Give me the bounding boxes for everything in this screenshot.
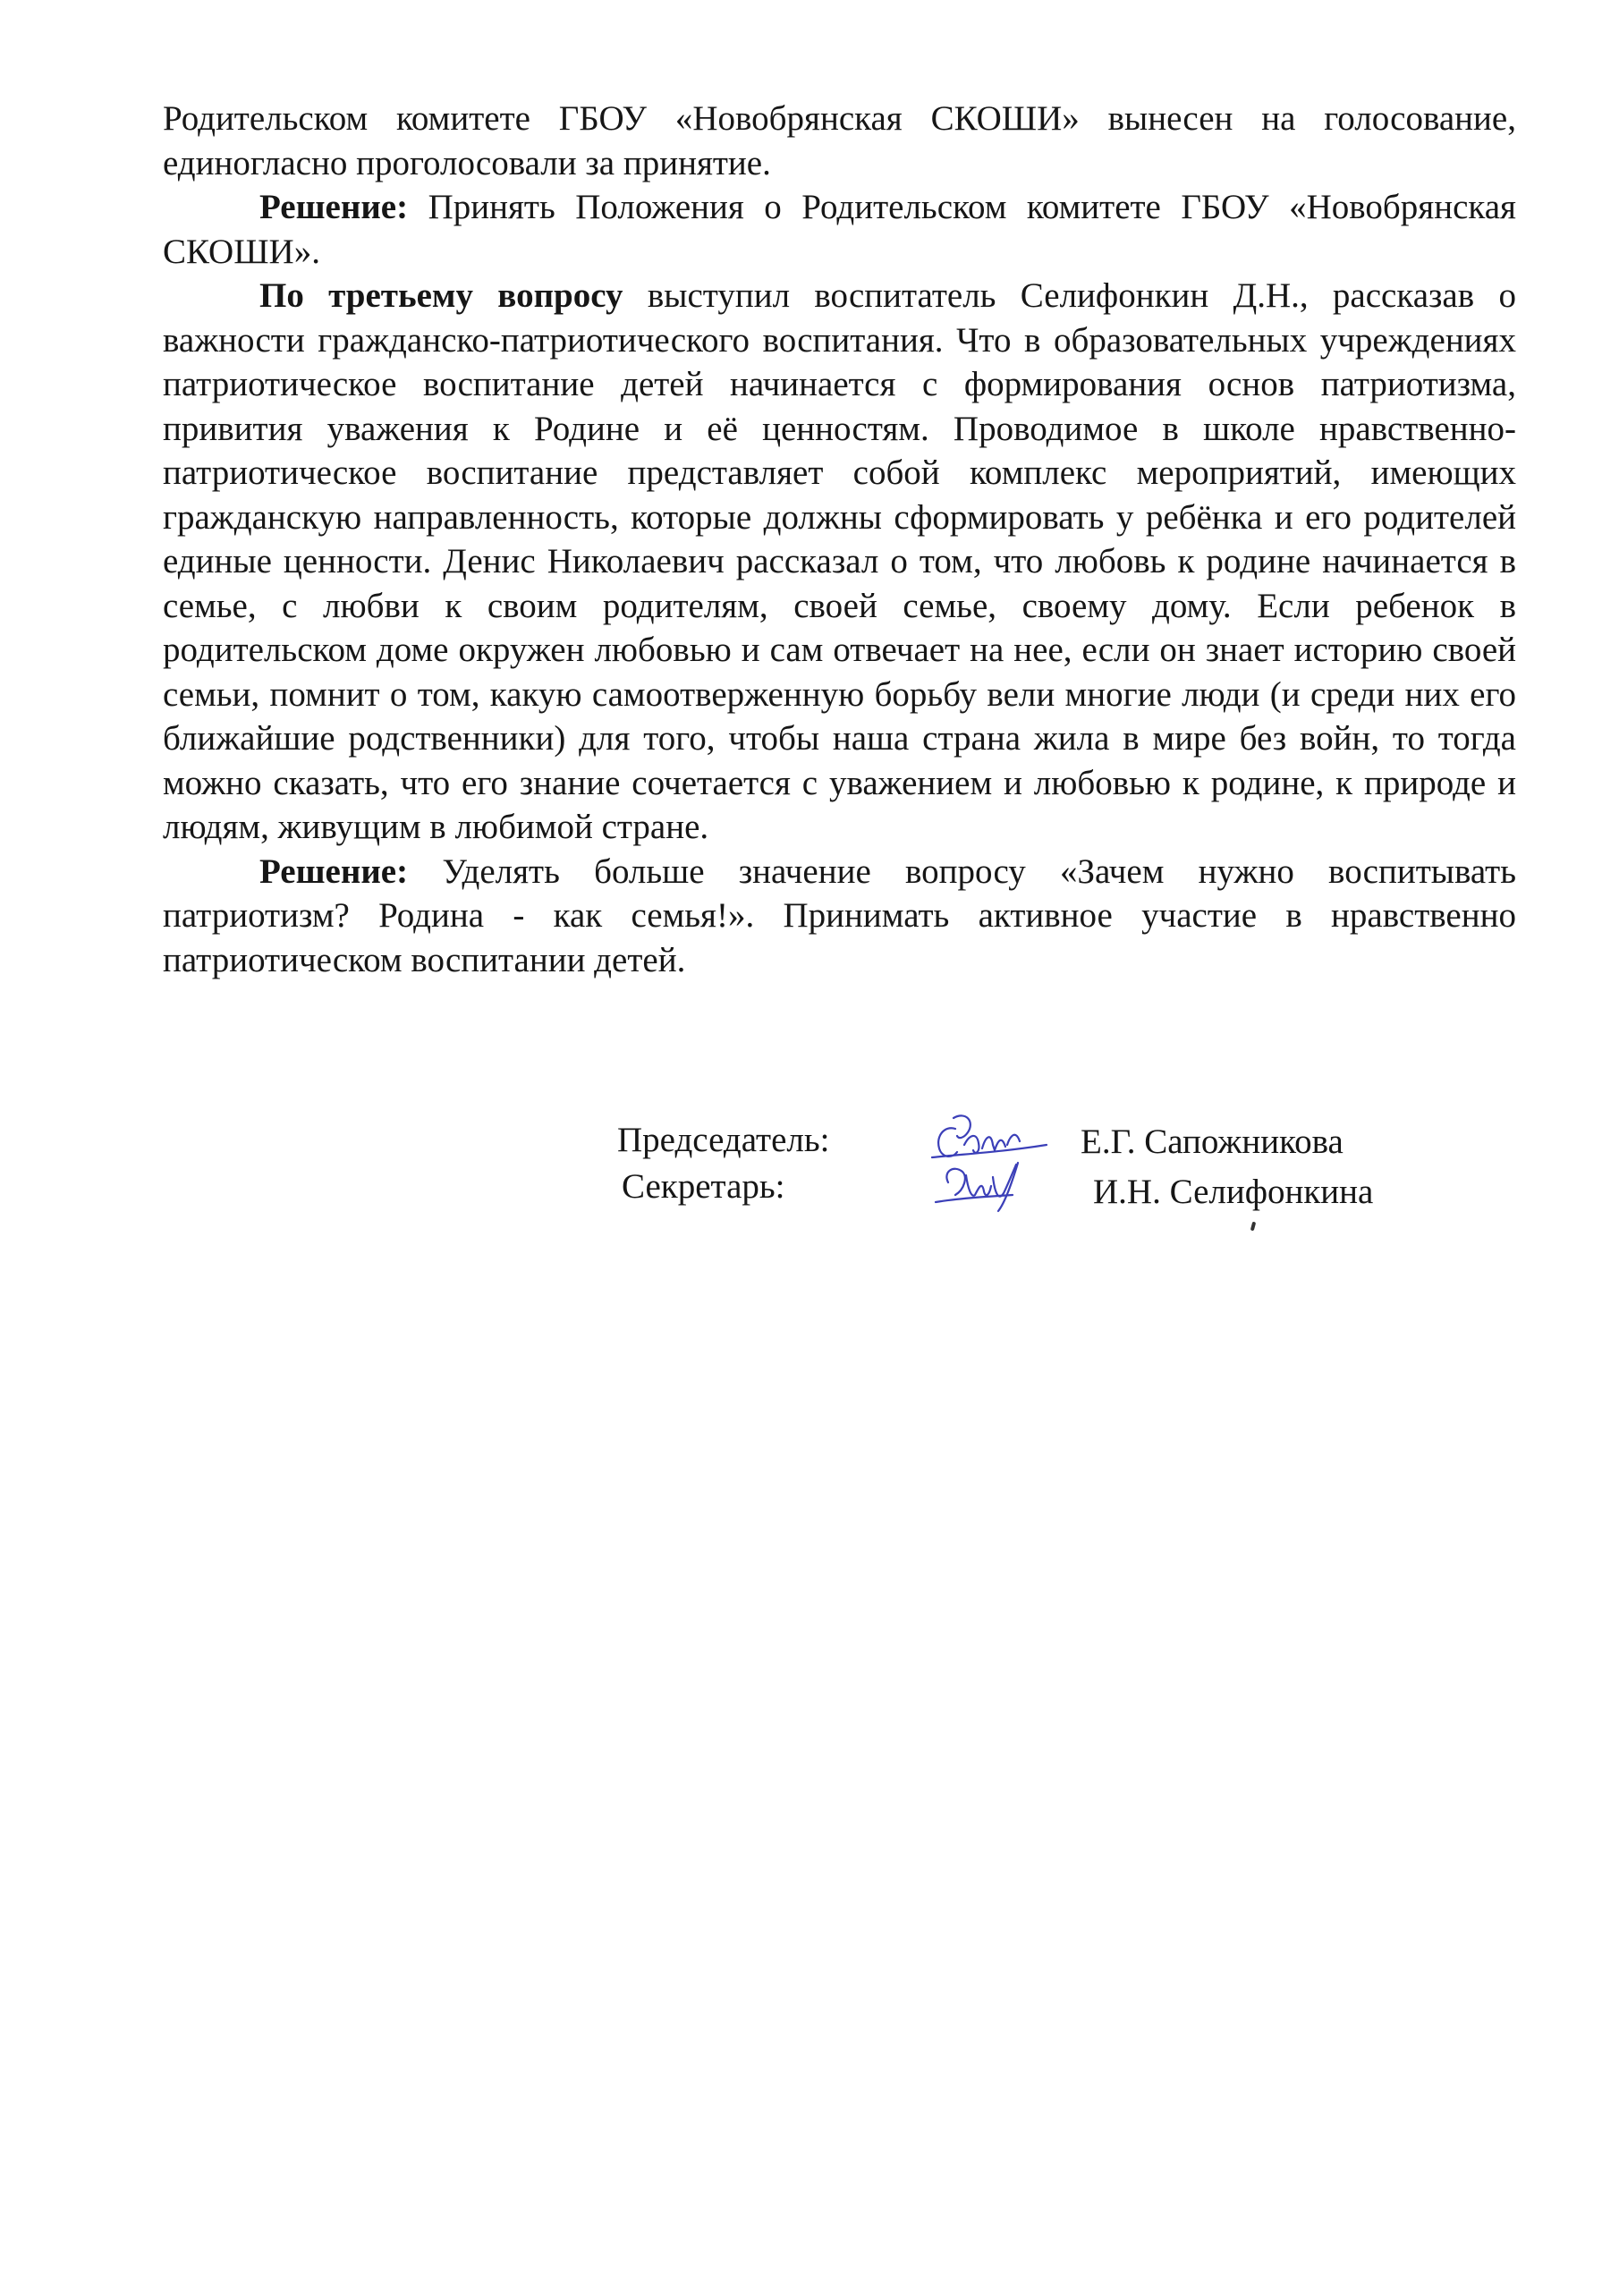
secretary-label: Секретарь: <box>622 1167 785 1206</box>
paragraph-decision-2 <box>163 850 1516 983</box>
paragraph-voting-result-text: Родительском комитете ГБОУ «Новобрянская СКОШИ» вынесен на голосование, единогласно проголосовали за принятие. <box>163 99 1516 182</box>
decision-1-text: Принять Положения о Родительском комитете ГБОУ «Новобрянская СКОШИ». <box>163 188 1516 271</box>
handwritten-signature-icon <box>912 1109 1064 1216</box>
secretary-name: И.Н. Селифонкина <box>1093 1173 1374 1211</box>
decision-1-label: Решение: <box>259 188 409 226</box>
decision-2-text: Уделять больше значение вопросу «Зачем нужно воспитывать патриотизм? Родина - как семья!». Принимать активное участие в нравственно патриотическом воспитании детей. <box>163 851 1516 979</box>
document-body <box>163 97 1516 982</box>
third-question-text: выступил воспитатель Селифонкин Д.Н., рассказав о важности гражданско-патриотического воспитания. Что в образовательных учреждениях патриотическое воспитание детей начинается с формирования основ патриотизма, привития уважения к Родине и её ценностям. Проводимое в школе нравственно-патриотическое воспитание представляет собой комплекс мероприятий, имеющих гражданскую направленность, которые должны сформировать у ребёнка и его родителей единые ценности. Денис Николаевич рассказал о том, что любовь к родине начинается в семье, с любви к своим родителям, своей семье, своему дому. Если ребенок в родительском доме окружен любовью и сам отвечает на нее, если он знает историю своей семьи, помнит о том, какую самоотверженную борьбу вели многие люди (и среди них его ближайшие родственники) для того, чтобы наша страна жила в мире без войн, то тогда можно сказать, что его знание сочетается с уважением и любовью к родине, к природе и людям, живущим в любимой стране. <box>163 276 1516 846</box>
decision-2-label: Решение: <box>259 851 409 891</box>
paragraph-decision-1 <box>163 185 1516 274</box>
third-question-label: По третьему вопросу <box>259 276 623 315</box>
signature-block <box>0 1109 1619 1234</box>
chair-label: Председатель: <box>617 1121 830 1159</box>
chair-name: Е.Г. Сапожникова <box>1081 1123 1344 1161</box>
paragraph-voting-result <box>163 97 1516 185</box>
paragraph-third-question <box>163 274 1516 850</box>
